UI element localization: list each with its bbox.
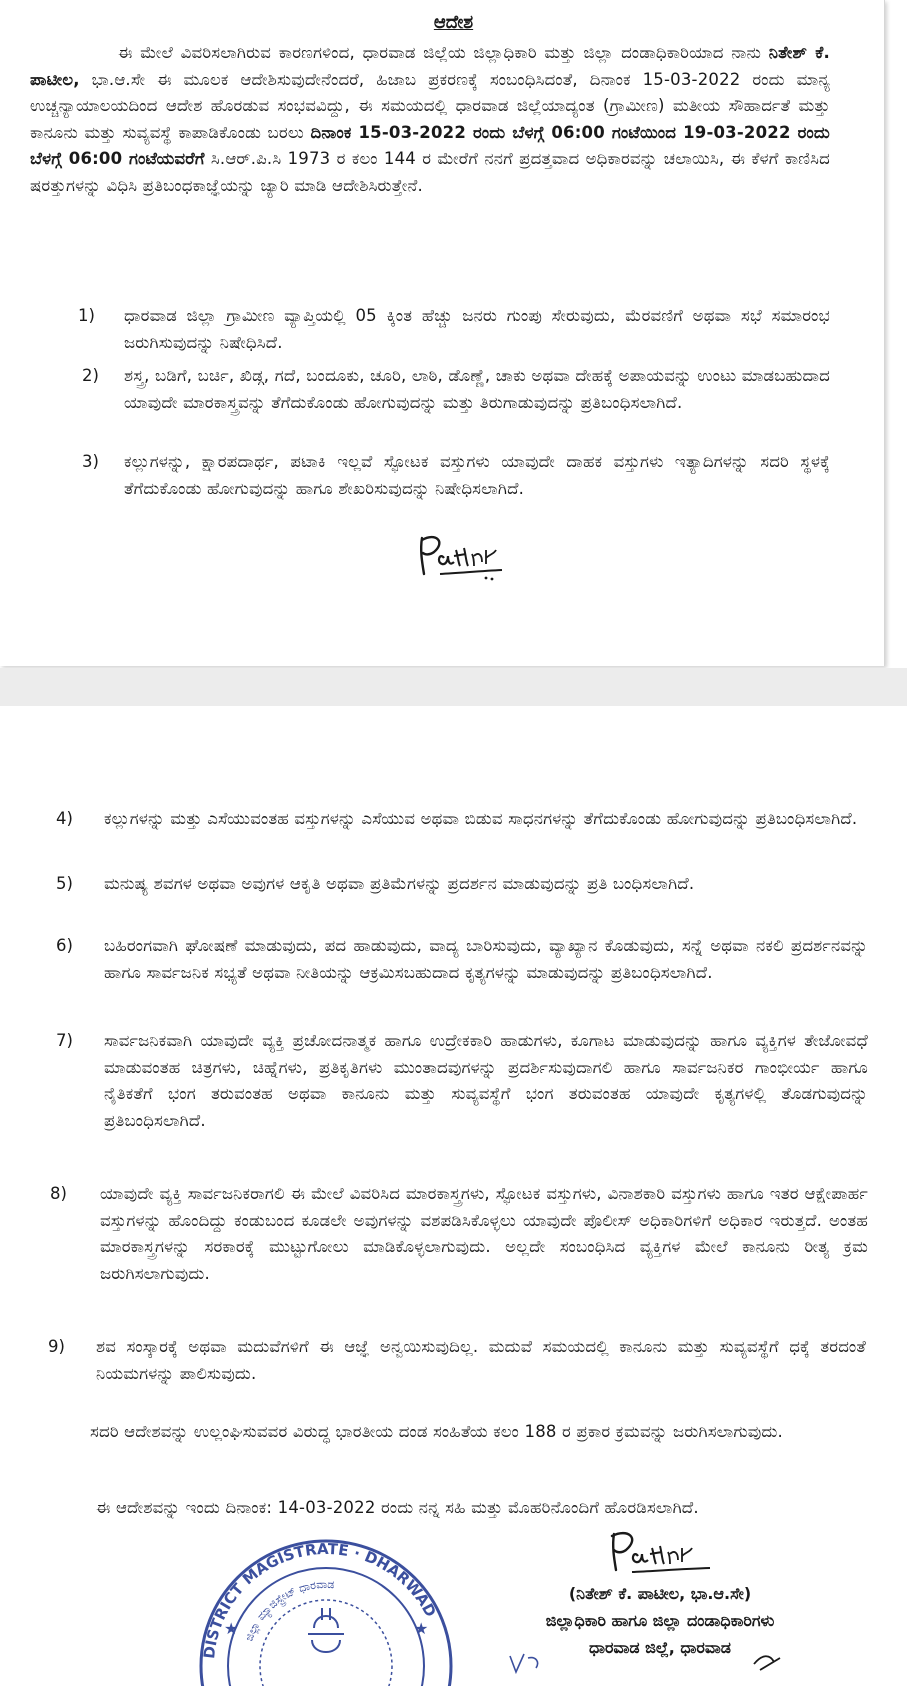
item-number: 4) bbox=[56, 809, 73, 828]
issue-text-after: ರಂದು ನನ್ನ ಸಹಿ ಮತ್ತು ಮೊಹರಿನೊಂದಿಗೆ ಹೊರಡಿಸಲಾಗಿದೆ. bbox=[375, 1498, 699, 1517]
list-item: ಕಲ್ಲುಗಳನ್ನು, ಕ್ಷಾರಪದಾರ್ಥ, ಪಟಾಕಿ ಇಲ್ಲವೆ ಸ್ಫೋಟಕ ವಸ್ತುಗಳು ಯಾವುದೇ ದಾಹಕ ವಸ್ತುಗಳು ಇತ್ಯಾದಿಗಳನ್ನು ಸದರಿ ಸ್ಥಳಕ್ಕೆ ತೆಗೆದುಕೊಂಡು ಹೋಗುವುದನ್ನು ಹಾಗೂ ಶೇಖರಿಸುವುದನ್ನು ನಿಷೇಧಿಸಲಾಗಿದೆ. bbox=[124, 452, 830, 498]
order-title: ಆದೇಶ bbox=[433, 12, 474, 33]
item-number: 7) bbox=[56, 1031, 73, 1050]
item-number: 9) bbox=[48, 1337, 65, 1356]
official-seal-stamp bbox=[196, 1516, 456, 1686]
initials-mark-right bbox=[748, 1648, 788, 1678]
svg-text:★: ★ bbox=[224, 1619, 239, 1638]
list-item: ಧಾರವಾಡ ಜಿಲ್ಲಾ ಗ್ರಾಮೀಣ ವ್ಯಾಪ್ತಿಯಲ್ಲಿ 05 ಕ್ಕಿಂತ ಹೆಚ್ಚು ಜನರು ಗುಂಪು ಸೇರುವುದು, ಮೆರವಣಿಗೆ ಅಥವಾ ಸಭೆ ಸಮಾರಂಭ ಜರುಗಿಸುವುದನ್ನು ನಿಷೇಧಿಸಿದೆ. bbox=[124, 306, 830, 352]
officer-name: ನಿತೇಶ್ ಕೆ. ಪಾಟೀಲ, bbox=[30, 43, 830, 89]
issue-date: 14-03-2022 bbox=[277, 1498, 376, 1517]
signatory-designation: ಜಿಲ್ಲಾಧಿಕಾರಿ ಹಾಗೂ ಜಿಲ್ಲಾ ದಂಡಾಧಿಕಾರಿಗಳು bbox=[545, 1611, 775, 1630]
intro-paragraph bbox=[30, 40, 830, 200]
order-period: ದಿನಾಂಕ 15-03-2022 ರಂದು ಬೆಳಗ್ಗೆ 06:00 ಗಂಟೆಯಿಂದ 19-03-2022 ರಂದು ಬೆಳಗ್ಗೆ 06:00 ಗಂಟೆಯವರೆಗೆ bbox=[30, 122, 830, 169]
list-item: ಶವ ಸಂಸ್ಕಾರಕ್ಕೆ ಅಥವಾ ಮದುವೆಗಳಿಗೆ ಈ ಆಜ್ಞೆ ಅನ್ವಯಿಸುವುದಿಲ್ಲ. ಮದುವೆ ಸಮಯದಲ್ಲಿ ಕಾನೂನು ಮತ್ತು ಸುವ್ಯವಸ್ಥೆಗೆ ಧಕ್ಕೆ ತರದಂತೆ ನಿಯಮಗಳನ್ನು ಪಾಲಿಸುವುದು. bbox=[96, 1337, 866, 1383]
seal-outer-text: DISTRICT MAGISTRATE · DHARWAD bbox=[200, 1539, 440, 1660]
penalty-paragraph: ಸದರಿ ಆದೇಶವನ್ನು ಉಲ್ಲಂಘಿಸುವವರ ವಿರುದ್ಧ ಭಾರತೀಯ ದಂಡ ಸಂಹಿತೆಯ ಕಲಂ 188 ರ ಪ್ರಕಾರ ಕ್ರಮವನ್ನು ಜರುಗಿಸಲಾಗುವುದು. bbox=[90, 1422, 783, 1441]
svg-text:★: ★ bbox=[414, 1619, 429, 1638]
list-item: ಸಾರ್ವಜನಿಕವಾಗಿ ಯಾವುದೇ ವ್ಯಕ್ತಿ ಪ್ರಚೋದನಾತ್ಮಕ ಹಾಗೂ ಉದ್ರೇಕಕಾರಿ ಹಾಡುಗಳು, ಕೂಗಾಟ ಮಾಡುವುದನ್ನು ಹಾಗೂ ವ್ಯಕ್ತಿಗಳ ತೇಜೋವಧೆ ಮಾಡುವಂತಹ ಚಿತ್ರಗಳು, ಚಿಹ್ನೆಗಳು, ಪ್ರತಿಕೃತಿಗಳು ಮುಂತಾದವುಗಳನ್ನು ಪ್ರದರ್ಶಿಸುವುದಾಗಲಿ ಹಾಗೂ ಸಾರ್ವಜನಿಕರ ಗಾಂಭೀರ್ಯ ಹಾಗೂ ನೈತಿಕತೆಗೆ ಭಂಗ ತರುವಂತಹ ಅಥವಾ ಕಾನೂನು ಮತ್ತು ಸುವ್ಯವಸ್ಥೆಗೆ ಭಂಗ ತರುವಂತಹ ಯಾವುದೇ ಕೃತ್ಯಗಳಲ್ಲಿ ತೊಡಗುವುದನ್ನು ಪ್ರತಿಬಂಧಿಸಲಾಗಿದೆ. bbox=[104, 1031, 868, 1130]
list-item: ಮನುಷ್ಯ ಶವಗಳ ಅಥವಾ ಅವುಗಳ ಆಕೃತಿ ಅಥವಾ ಪ್ರತಿಮೆಗಳನ್ನು ಪ್ರದರ್ಶನ ಮಾಡುವುದನ್ನು ಪ್ರತಿ ಬಂಧಿಸಲಾಗಿದೆ. bbox=[104, 874, 695, 893]
list-item: ಯಾವುದೇ ವ್ಯಕ್ತಿ ಸಾರ್ವಜನಿಕರಾಗಲಿ ಈ ಮೇಲೆ ವಿವರಿಸಿದ ಮಾರಕಾಸ್ತ್ರಗಳು, ಸ್ಫೋಟಕ ವಸ್ತುಗಳು, ವಿನಾಶಕಾರಿ ವಸ್ತುಗಳು ಹಾಗೂ ಇತರ ಆಕ್ಷೇಪಾರ್ಹ ವಸ್ತುಗಳನ್ನು ಹೊಂದಿದ್ದು ಕಂಡುಬಂದ ಕೂಡಲೇ ಅವುಗಳನ್ನು ವಶಪಡಿಸಿಕೊಳ್ಳಲು ಯಾವುದೇ ಪೊಲೀಸ್ ಅಧಿಕಾರಿಗಳಿಗೆ ಅಧಿಕಾರ ಇರುತ್ತದೆ. ಅಂತಹ ಮಾರಕಾಸ್ತ್ರಗಳನ್ನು ಸರಕಾರಕ್ಕೆ ಮುಟ್ಟುಗೋಲು ಮಾಡಿಕೊಳ್ಳಲಾಗುವುದು. ಅಲ್ಲದೇ ಸಂಬಂಧಿಸಿದ ವ್ಯಕ್ತಿಗಳ ಮೇಲೆ ಕಾನೂನು ರೀತ್ಯ ಕ್ರಮ ಜರುಗಿಸಲಾಗುವುದು. bbox=[100, 1184, 868, 1283]
page-two bbox=[0, 706, 907, 1680]
list-item: ಕಲ್ಲುಗಳನ್ನು ಮತ್ತು ಎಸೆಯುವಂತಹ ವಸ್ತುಗಳನ್ನು ಎಸೆಯುವ ಅಥವಾ ಬಿಡುವ ಸಾಧನಗಳನ್ನು ತೆಗೆದುಕೊಂಡು ಹೋಗುವುದನ್ನು ಪ್ರತಿಬಂಧಿಸಲಾಗಿದೆ. bbox=[104, 809, 858, 828]
initials-mark bbox=[506, 1648, 546, 1678]
page-one bbox=[0, 0, 885, 666]
list-item: ಶಸ್ತ್ರ, ಬಡಿಗೆ, ಬರ್ಚಿ, ಖಿಡ್ಗ, ಗದೆ, ಬಂದೂಕು, ಚೂರಿ, ಲಾಠಿ, ಡೊಣ್ಣೆ, ಚಾಕು ಅಥವಾ ದೇಹಕ್ಕೆ ಅಪಾಯವನ್ನು ಉಂಟು ಮಾಡಬಹುದಾದ ಯಾವುದೇ ಮಾರಕಾಸ್ತ್ರವನ್ನು ತೆಗೆದುಕೊಂಡು ಹೋಗುವುದನ್ನು ಮತ್ತು ತಿರುಗಾಡುವುದನ್ನು ಪ್ರತಿಬಂಧಿಸಲಾಗಿದೆ. bbox=[124, 366, 830, 412]
intro-text-1: ಈ ಮೇಲೆ ವಿವರಿಸಲಾಗಿರುವ ಕಾರಣಗಳಿಂದ, ಧಾರವಾಡ ಜಿಲ್ಲೆಯ ಜಿಲ್ಲಾಧಿಕಾರಿ ಮತ್ತು ಜಿಲ್ಲಾ ದಂಡಾಧಿಕಾರಿಯಾದ ನಾನು bbox=[118, 43, 769, 62]
item-number: 3) bbox=[82, 452, 99, 471]
item-number: 1) bbox=[78, 306, 95, 325]
svg-text:DISTRICT MAGISTRATE · DHARWAD bbox=[200, 1540, 440, 1660]
issue-text-before: ಈ ಆದೇಶವನ್ನು ಇಂದು ದಿನಾಂಕ: bbox=[96, 1498, 278, 1517]
signatory-name: (ನಿತೇಶ್ ಕೆ. ಪಾಟೀಲ, ಭಾ.ಆ.ಸೇ) bbox=[568, 1584, 752, 1603]
item-number: 6) bbox=[56, 936, 73, 955]
intro-text-2: ಭಾ.ಆ.ಸೇ ಈ ಮೂಲಕ ಆದೇಶಿಸುವುದೇನೆಂದರೆ, ಹಿಜಾಬ ಪ್ರಕರಣಕ್ಕೆ ಸಂಬಂಧಿಸಿದಂತೆ, ದಿನಾಂಕ 15-03-2022 ರಂದು ಮಾನ್ಯ ಉಚ್ಚನ್ಯಾಯಾಲಯದಿಂದ ಆದೇಶ ಹೊರಡುವ ಸಂಭವವಿದ್ದು, ಈ ಸಮಯದಲ್ಲಿ ಧಾರವಾಡ ಜಿಲ್ಲೆಯಾದ್ಯಂತ (ಗ್ರಾಮೀಣ) ಮತೀಯ ಸೌಹಾರ್ದತೆ ಮತ್ತು ಕಾನೂನು ಮತ್ತು ಸುವ್ಯವಸ್ಥೆ ಕಾಪಾಡಿಕೊಂಡು ಬರಲು bbox=[30, 69, 830, 142]
list-item: ಬಹಿರಂಗವಾಗಿ ಘೋಷಣೆ ಮಾಡುವುದು, ಪದ ಹಾಡುವುದು, ವಾದ್ಯ ಬಾರಿಸುವುದು, ವ್ಯಾಖ್ಯಾನ ಕೊಡುವುದು, ಸನ್ನೆ ಅಥವಾ ನಕಲಿ ಪ್ರದರ್ಶನವನ್ನು ಹಾಗೂ ಸಾರ್ವಜನಿಕ ಸಭ್ಯತೆ ಅಥವಾ ನೀತಿಯನ್ನು ಆಕ್ರಮಿಸಬಹುದಾದ ಕೃತ್ಯಗಳನ್ನು ಮಾಡುವುದನ್ನು ಪ್ರತಿಬಂಧಿಸಲಾಗಿದೆ. bbox=[104, 936, 868, 982]
page-gap bbox=[0, 668, 907, 706]
intro-text-3: ಸಿ.ಆರ್.ಪಿ.ಸಿ 1973 ರ ಕಲಂ 144 ರ ಮೇರೆಗೆ ನನಗೆ ಪ್ರದತ್ತವಾದ ಅಧಿಕಾರವನ್ನು ಚಲಾಯಿಸಿ, ಈ ಕೆಳಗೆ ಕಾಣಿಸಿದ ಷರತ್ತುಗಳನ್ನು ವಿಧಿಸಿ ಪ್ರತಿಬಂಧಕಾಜ್ಞೆಯನ್ನು ಜ್ಯಾರಿ ಮಾಡಿ ಆದೇಶಿಸಿರುತ್ತೇನೆ. bbox=[30, 149, 830, 195]
item-number: 2) bbox=[82, 366, 99, 385]
signatory-location: ಧಾರವಾಡ ಜಿಲ್ಲೆ, ಧಾರವಾಡ bbox=[588, 1638, 731, 1657]
signature-image bbox=[412, 528, 522, 583]
seal-inner-text: ಜಿಲ್ಲಾ ಮ್ಯಾಜಿಸ್ಟ್ರೇಟ್ ಧಾರವಾಡ bbox=[242, 1577, 335, 1643]
item-number: 8) bbox=[50, 1184, 67, 1203]
officer-signature bbox=[600, 1528, 730, 1578]
item-number: 5) bbox=[56, 874, 73, 893]
